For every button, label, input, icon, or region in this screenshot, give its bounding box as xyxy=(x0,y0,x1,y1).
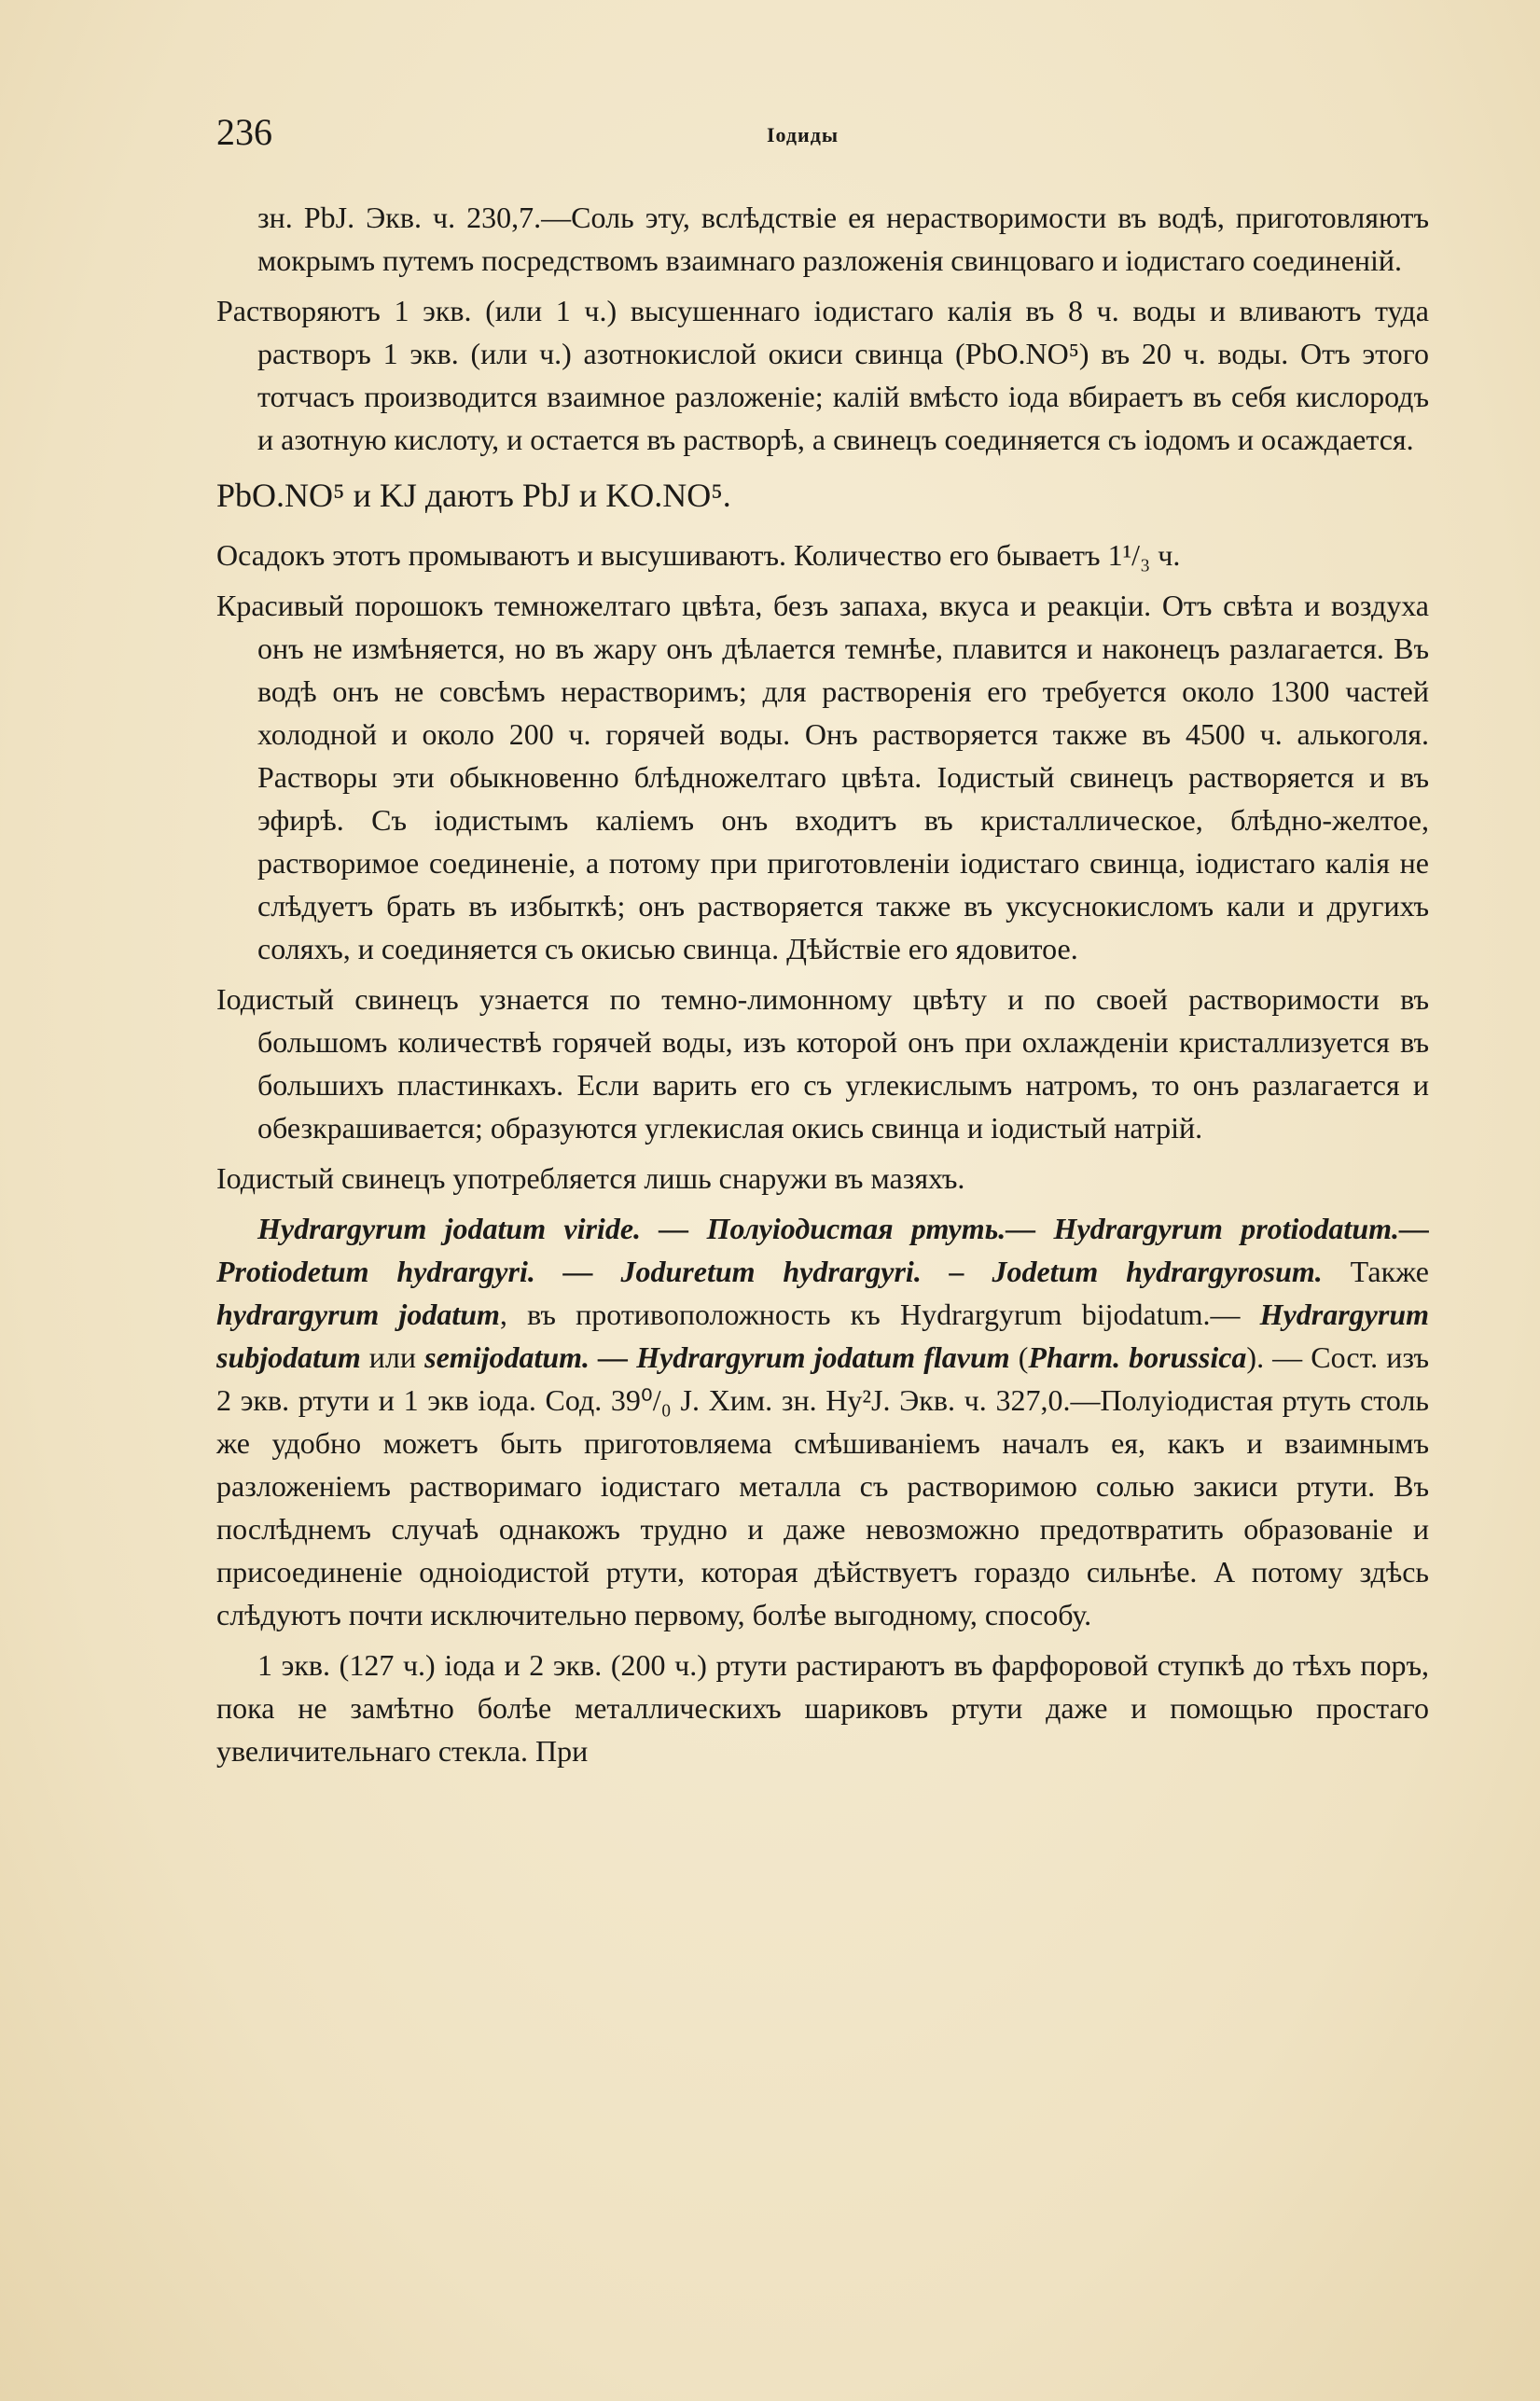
mercury-text-also: Также xyxy=(1322,1255,1429,1288)
paragraph-usage: Іодистый свинецъ употребляется лишь снаружи въ мазяхъ. xyxy=(216,1161,965,1195)
body-text xyxy=(216,196,1429,1780)
mercury-composition: ). — Сост. изъ 2 экв. ртути и 1 экв іода. Сод. 39⁰/₀ J. Хим. зн. Hy²J. Экв. ч. 327,0.—Полуіодистая ртуть столь же удобно можетъ быть приготовляема смѣшиваніемъ началъ ея, какъ и взаимнымъ разложеніемъ растворимаго іодистаго металла съ растворимою солью закиси ртути. Въ послѣднемъ случаѣ однакожъ трудно и даже невозможно предотвратить образованіе и присоединеніе одноіодистой ртути, которая дѣйствуетъ гораздо сильнѣе. А потому здѣсь слѣдуютъ почти исключительно первому, болѣе выгодному, способу. xyxy=(216,1340,1430,1631)
paragraph-mercury-iodide xyxy=(216,1207,1429,1636)
mercury-paren-open: ( xyxy=(1009,1340,1029,1374)
page-number: 236 xyxy=(216,111,272,153)
mercury-name-jodatum: hydrargyrum jodatum xyxy=(216,1298,500,1331)
paragraph-identification: Іодистый свинецъ узнается по темно-лимонному цвѣту и по своей растворимости въ большомъ количествѣ горячей воды, изъ которой онъ при охлажденіи кристаллизуется въ большихъ пластинкахъ. Если варить его съ углекислымъ натромъ, то онъ разлагается и обезкрашивается; образуются углекислая окись свинца и іодистый натрій. xyxy=(216,982,1429,1145)
paragraph-properties: Красивый порошокъ темножелтаго цвѣта, безъ запаха, вкуса и реакціи. Отъ свѣта и воздуха онъ не измѣняется, но въ жару онъ дѣлается темнѣе, плавится и наконецъ разлагается. Въ водѣ онъ не совсѣмъ нерастворимъ; для растворенія его требуется около 1300 частей холодной и около 200 ч. горячей воды. Онъ растворяется также въ 4500 ч. алькоголя. Растворы эти обыкновенно блѣдножелтаго цвѣта. Іодистый свинецъ растворяется и въ эфирѣ. Съ іодистымъ каліемъ онъ входитъ въ кристаллическое, блѣдно-желтое, растворимое соединеніе, а потому при приготовленіи іодистаго свинца, іодистаго калія не слѣдуетъ брать въ избыткѣ; онъ растворяется также въ уксуснокисломъ кали и другихъ соляхъ, и соединяется съ окисью свинца. Дѣйствіе его ядовитое. xyxy=(216,589,1429,965)
paragraph-lead-formula: зн. PbJ. Экв. ч. 230,7.—Соль эту, вслѣдствіе ея нерастворимости въ водѣ, приготовляютъ мокрымъ путемъ посредствомъ взаимнаго разложенія свинцоваго и іодистаго соединеній. xyxy=(257,201,1429,277)
paragraph-preparation: Растворяютъ 1 экв. (или 1 ч.) высушеннаго іодистаго калія въ 8 ч. воды и вливаютъ туда растворъ 1 экв. (или ч.) азотнокислой окиси свинца (PbO.NO⁵) въ 20 ч. воды. Отъ этого тотчасъ производится взаимное разложеніе; калій вмѣсто іода вбираетъ въ себя кислородъ и азотную кислоту, и остается въ растворѣ, а свинецъ соединяется съ іодомъ и осаждается. xyxy=(216,294,1429,456)
mercury-synonyms: Hydrargyrum jodatum viride. — Полуіодистая ртуть.— Hydrargyrum protiodatum.— Protiodetum hydrargyri. — Joduretum hydrargyri. – Jodetum hydrargyrosum. xyxy=(216,1212,1429,1288)
paragraph-trituration: 1 экв. (127 ч.) іода и 2 экв. (200 ч.) ртути растираютъ въ фарфоровой ступкѣ до тѣхъ поръ, пока не замѣтно болѣе металлическихъ шариковъ ртути даже и помощью простаго увеличительнаго стекла. При xyxy=(216,1648,1429,1768)
page-header xyxy=(216,110,1429,166)
mercury-pharmacopoeia: Pharm. borussica xyxy=(1028,1340,1247,1374)
reaction-formula: PbO.NO⁵ и KJ даютъ PbJ и KO.NO⁵. xyxy=(216,477,731,514)
mercury-name-flavum: semijodatum. — Hydrargyrum jodatum flavum xyxy=(424,1340,1010,1374)
mercury-text-or: или xyxy=(360,1340,425,1374)
paragraph-washing: Осадокъ этотъ промываютъ и высушиваютъ. Количество его бываетъ 1¹/₃ ч. xyxy=(216,538,1181,572)
mercury-name-subjodatum: Hydrargyrum subjodatum xyxy=(216,1298,1430,1374)
running-head: Іодиды xyxy=(767,123,839,146)
mercury-text-contrast: , въ противоположность къ Hydrargyrum bijodatum.— xyxy=(499,1298,1260,1331)
